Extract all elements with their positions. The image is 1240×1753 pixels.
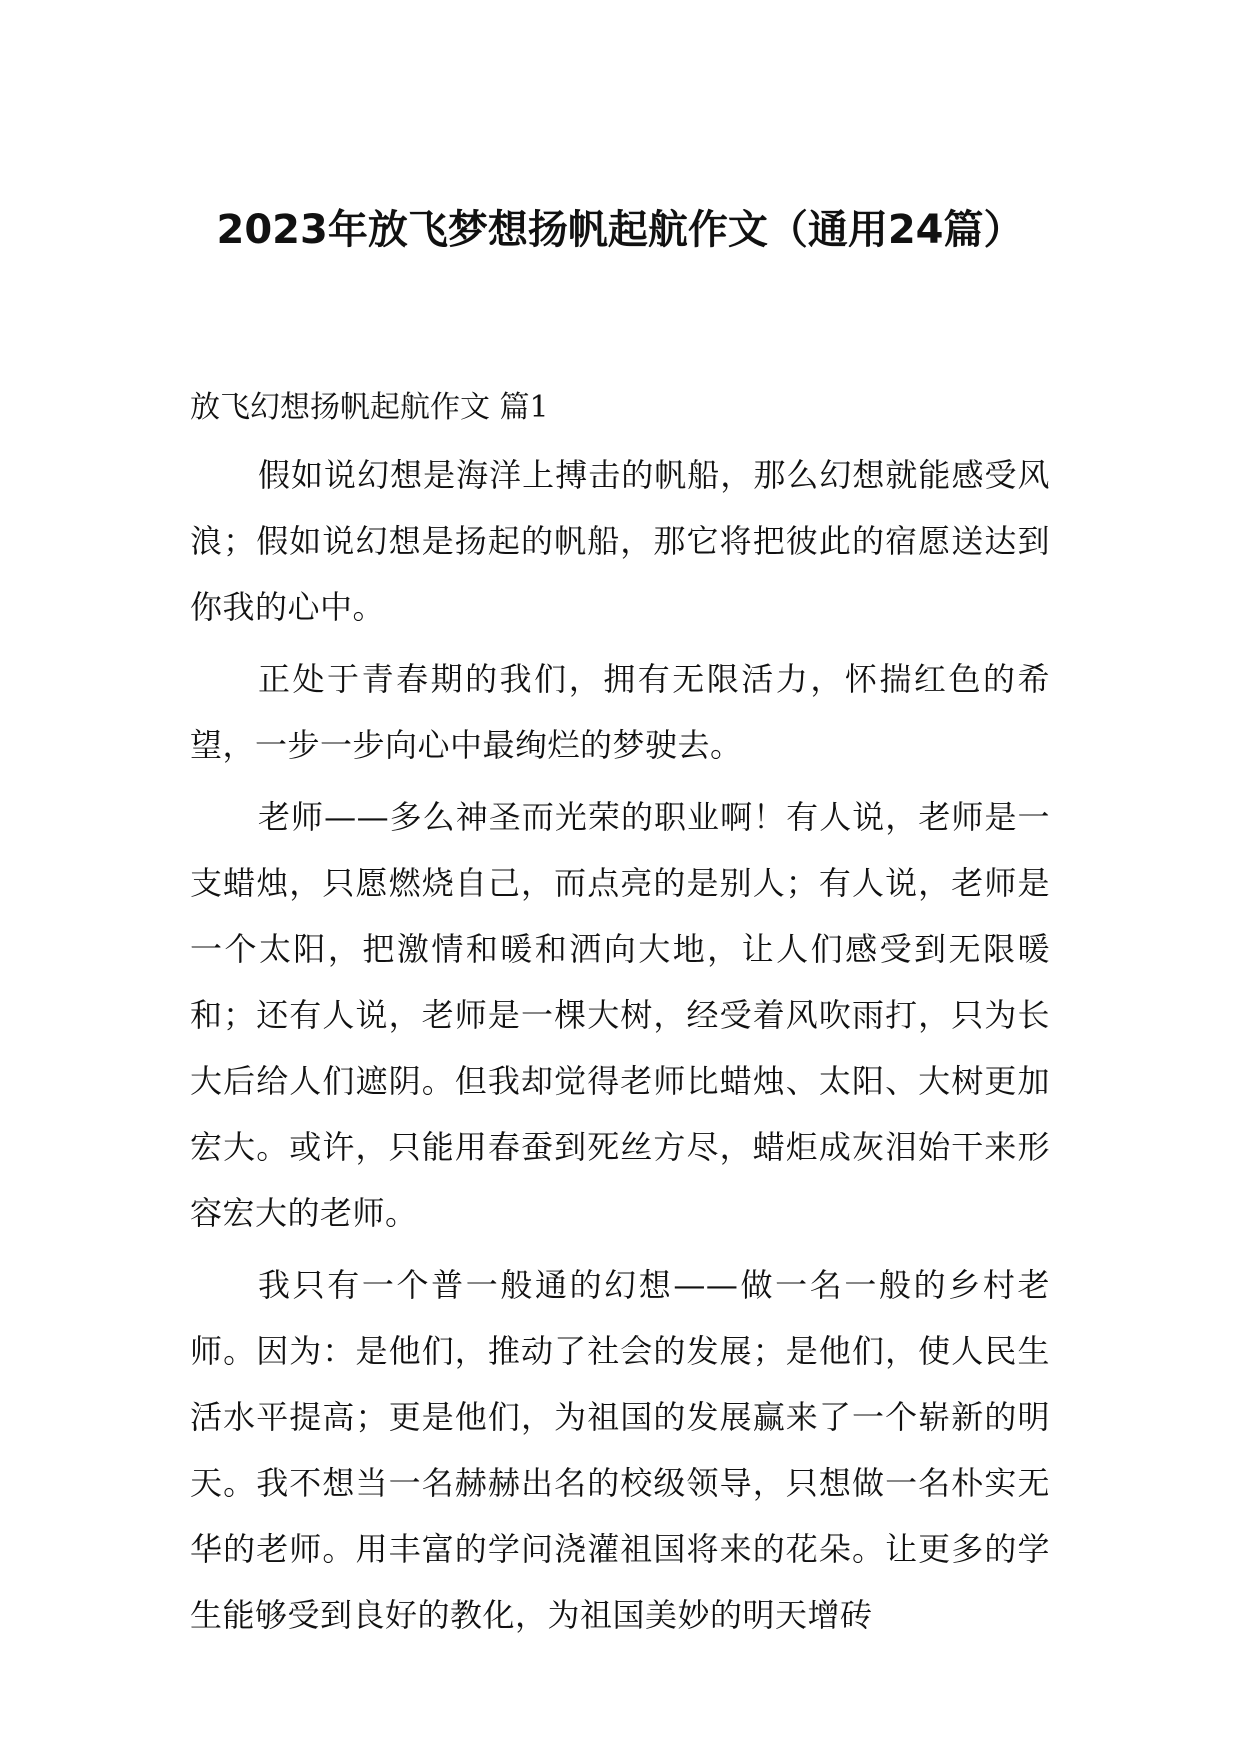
document-title: 2023年放飞梦想扬帆起航作文（通用24篇） xyxy=(216,207,1024,253)
paragraph: 老师——多么神圣而光荣的职业啊！有人说，老师是一支蜡烛，只愿燃烧自己，而点亮的是别人；有人说，老师是一个太阳，把激情和暖和洒向大地，让人们感受到无限暖和；还有人说，老师是一棵大树，经受着风吹雨打，只为长大后给人们遮阴。但我却觉得老师比蜡烛、太阳、大树更加宏大。或许，只能用春蚕到死丝方尽，蜡炬成灰泪始干来形容宏大的老师。 xyxy=(190,798,1050,1232)
document-body xyxy=(190,442,1050,1654)
paragraph: 正处于青春期的我们，拥有无限活力，怀揣红色的希望，一步一步向心中最绚烂的梦驶去。 xyxy=(190,660,1050,764)
paragraph: 我只有一个普一般通的幻想——做一名一般的乡村老师。因为：是他们，推动了社会的发展；是他们，使人民生活水平提高；更是他们，为祖国的发展赢来了一个崭新的明天。我不想当一名赫赫出名的校级领导，只想做一名朴实无华的老师。用丰富的学问浇灌祖国将来的花朵。让更多的学生能够受到良好的教化，为祖国美妙的明天增砖 xyxy=(190,1266,1050,1634)
section-heading: 放飞幻想扬帆起航作文 篇1 xyxy=(190,390,549,425)
paragraph: 假如说幻想是海洋上搏击的帆船，那么幻想就能感受风浪；假如说幻想是扬起的帆船，那它将把彼此的宿愿送达到你我的心中。 xyxy=(190,456,1050,626)
